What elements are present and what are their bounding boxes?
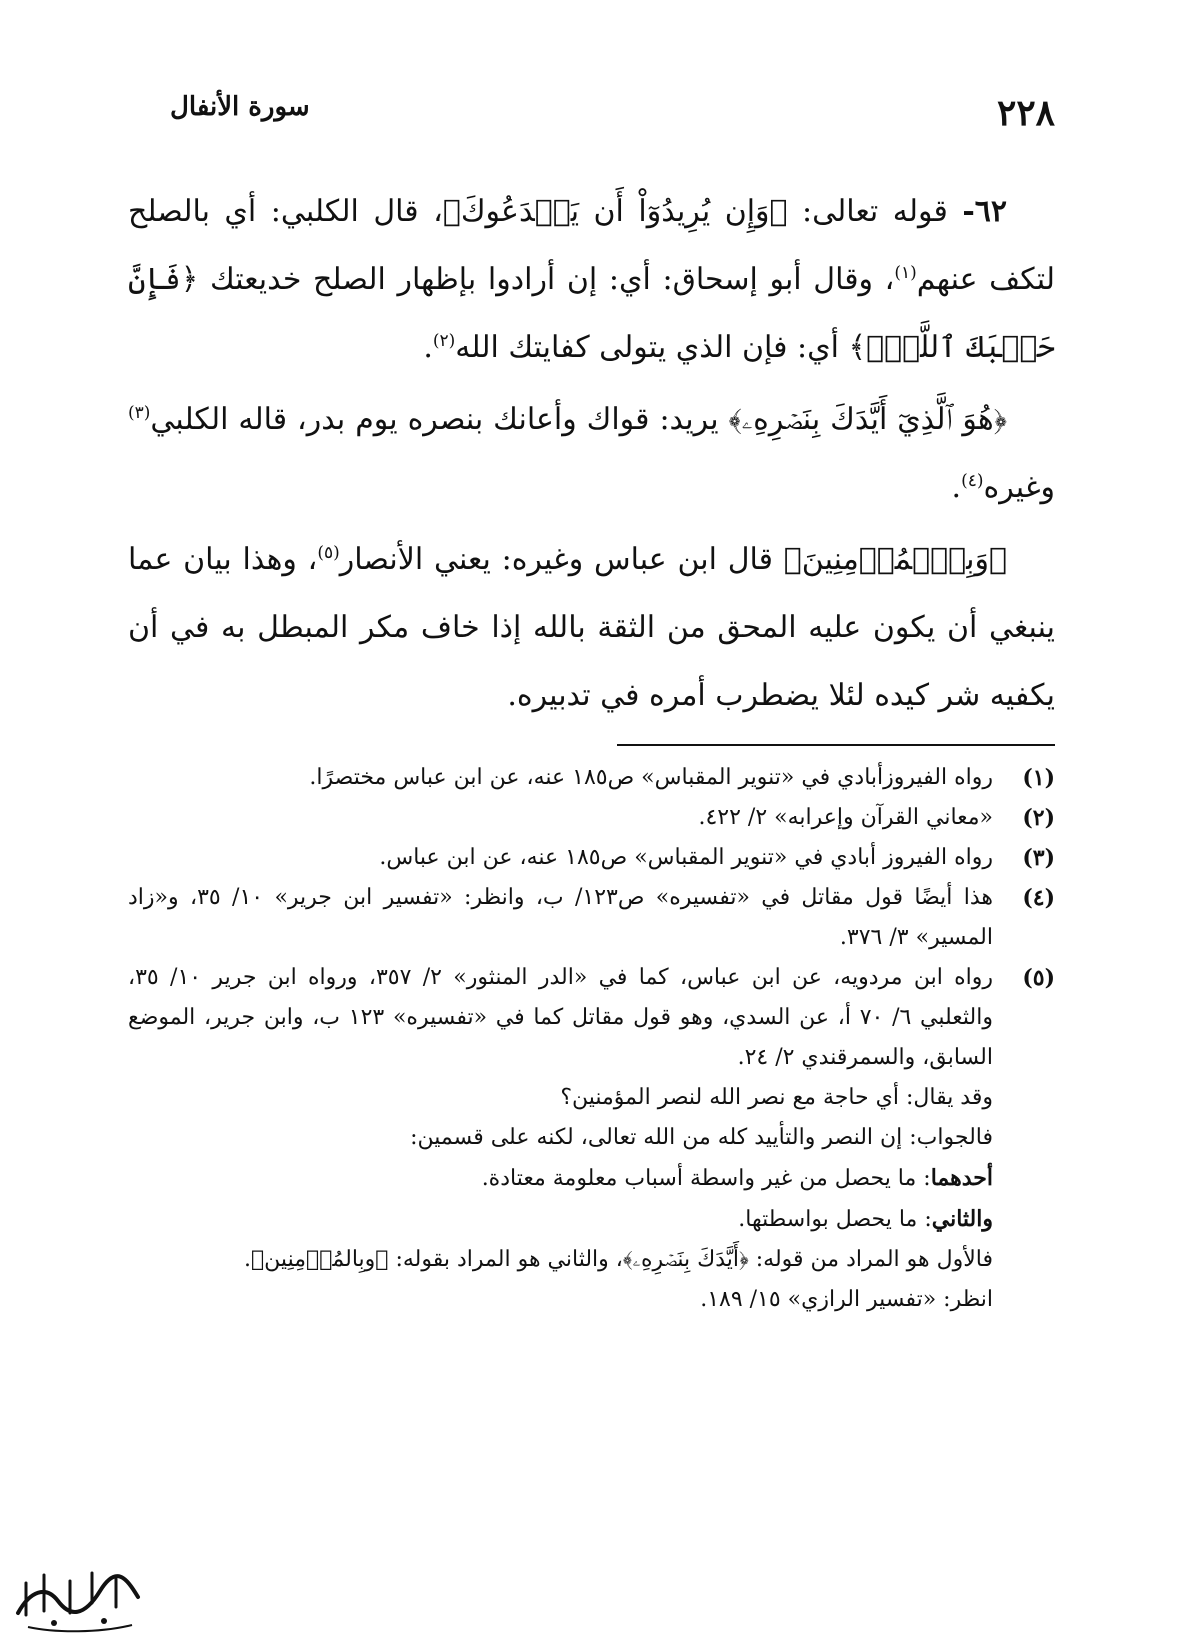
footnote-1 <box>128 758 1055 798</box>
footnote-question: وقد يقال: أي حاجة مع نصر الله لنصر المؤمنين؟ <box>560 1085 993 1110</box>
paragraph-text: ، قال الكلبي: أي بالصلح لتكف عنهم <box>128 194 1055 297</box>
paragraph-text: . <box>951 470 962 505</box>
footnote-reference: انظر: «تفسير الرازي» ١٥/ ١٨٩. <box>700 1287 993 1312</box>
second-type-text: : ما يحصل بواسطتها. <box>738 1207 932 1232</box>
verse-number: ٦٢- <box>962 194 1007 229</box>
paragraph-text: ، وهذا بيان عما ينبغي أن يكون عليه المحق من الثقة بالله إذا خاف مكر المبطل به في أن يكفيه شر كيده لئلا يضطرب أمره في تدبيره. <box>128 542 1055 713</box>
conclusion-text: . <box>243 1247 251 1272</box>
footnote-conclusion <box>128 1240 993 1280</box>
paragraph-text: قال ابن عباس وغيره: يعني الأنصار <box>339 542 784 577</box>
footnote-first-type <box>128 1158 993 1199</box>
paragraph-text: . <box>423 330 433 365</box>
paragraph-text: وغيره <box>983 470 1055 505</box>
conclusion-text: ، والثاني هو المراد بقوله: <box>388 1247 623 1272</box>
paragraph-text: قوله تعالى: <box>787 194 963 229</box>
quran-quote: ﴿وَإِن يُرِيدُوٓاْ أَن يَخۡدَعُوكَ﴾ <box>442 194 788 229</box>
main-text <box>128 178 1055 730</box>
footnote-ref[interactable]: (٣) <box>128 403 151 423</box>
quran-quote: ﴿هُوَ ٱلَّذِيٓ أَيَّدَكَ بِنَصۡرِهِۦ﴾ <box>728 402 1007 437</box>
footnote-text: رواه ابن مردويه، عن ابن عباس، كما في «الدر المنثور» ٢/ ٣٥٧، ورواه ابن جرير ١٠/ ٣٥، والثعلبي ٦/ ٧٠ أ، عن السدي، وهو قول مقاتل كما في «تفسيره» ١٢٣ ب، وابن جرير، الموضع السابق، والسمرقندي ٢/ ٢٤. <box>128 965 994 1070</box>
footnotes <box>128 758 1055 1320</box>
conclusion-text: فالأول هو المراد من قوله: <box>748 1247 993 1272</box>
paragraph-huwa-alladhi <box>128 386 1055 522</box>
second-type-label: والثاني <box>931 1206 993 1232</box>
footnote-text: «معاني القرآن وإعرابه» ٢/ ٤٢٢. <box>698 805 993 830</box>
first-type-label: أحدهما <box>930 1165 993 1191</box>
footnote-text: رواه الفيروزأبادي في «تنوير المقباس» ص١٨٥ عنه، عن ابن عباس مختصرًا. <box>309 765 993 790</box>
quran-quote: ﴿أَيَّدَكَ بِنَصۡرِهِۦ﴾ <box>622 1247 749 1272</box>
footnote-2 <box>128 798 1055 838</box>
footnote-number: (٣) <box>1022 845 1055 871</box>
footnote-number: (٤) <box>1022 885 1055 911</box>
footnote-ref[interactable]: (٢) <box>432 331 456 351</box>
quran-quote: ﴿وبِالمُؤۡمِنِين﴾ <box>250 1247 389 1272</box>
footnote-3 <box>128 838 1055 878</box>
footnote-ref[interactable]: (١) <box>894 263 917 283</box>
paragraph-text: يريد: قواك وأعانك بنصره يوم بدر، قاله الكلبي <box>150 402 729 437</box>
footnote-second-type <box>128 1199 993 1240</box>
publisher-logo <box>8 1555 148 1635</box>
footnote-ref[interactable]: (٥) <box>317 543 340 563</box>
footnote-5 <box>128 958 1055 1320</box>
paragraph-wabil-muminin <box>128 526 1055 730</box>
first-type-text: : ما يحصل من غير واسطة أسباب معلومة معتادة. <box>481 1166 931 1191</box>
footnote-4 <box>128 878 1055 958</box>
footnote-divider <box>617 744 1055 746</box>
footnote-ref[interactable]: (٤) <box>961 471 984 491</box>
page-header <box>170 92 1055 142</box>
footnote-text: هذا أيضًا قول مقاتل في «تفسيره» ص١٢٣/ ب، وانظر: «تفسير ابن جرير» ١٠/ ٣٥، و«زاد المسير» ٣/ ٣٧٦. <box>128 885 994 950</box>
footnote-answer: فالجواب: إن النصر والتأييد كله من الله تعالى، لكنه على قسمين: <box>410 1125 993 1150</box>
footnote-text: رواه الفيروز أبادي في «تنوير المقباس» ص١٨٥ عنه، عن ابن عباس. <box>379 845 993 870</box>
paragraph-verse-62 <box>128 178 1055 382</box>
page-number: ٢٢٨ <box>996 92 1055 134</box>
quran-quote: ﴿فَإِنَّ حَسۡبَكَ ٱللَّهُۚ﴾ <box>128 262 1055 365</box>
footnote-number: (٢) <box>1022 805 1055 831</box>
footnote-number: (٥) <box>1022 965 1055 991</box>
quran-quote: ﴿وَبِٱلۡمُؤۡمِنِينَ﴾ <box>783 542 1007 577</box>
surah-name: سورة الأنفال <box>170 92 310 122</box>
paragraph-text: ، وقال أبو إسحاق: أي: إن أرادوا بإظهار الصلح خديعتك <box>198 262 895 297</box>
paragraph-text: أي: فإن الذي يتولى كفايتك الله <box>455 330 849 365</box>
footnote-number: (١) <box>1022 765 1055 791</box>
